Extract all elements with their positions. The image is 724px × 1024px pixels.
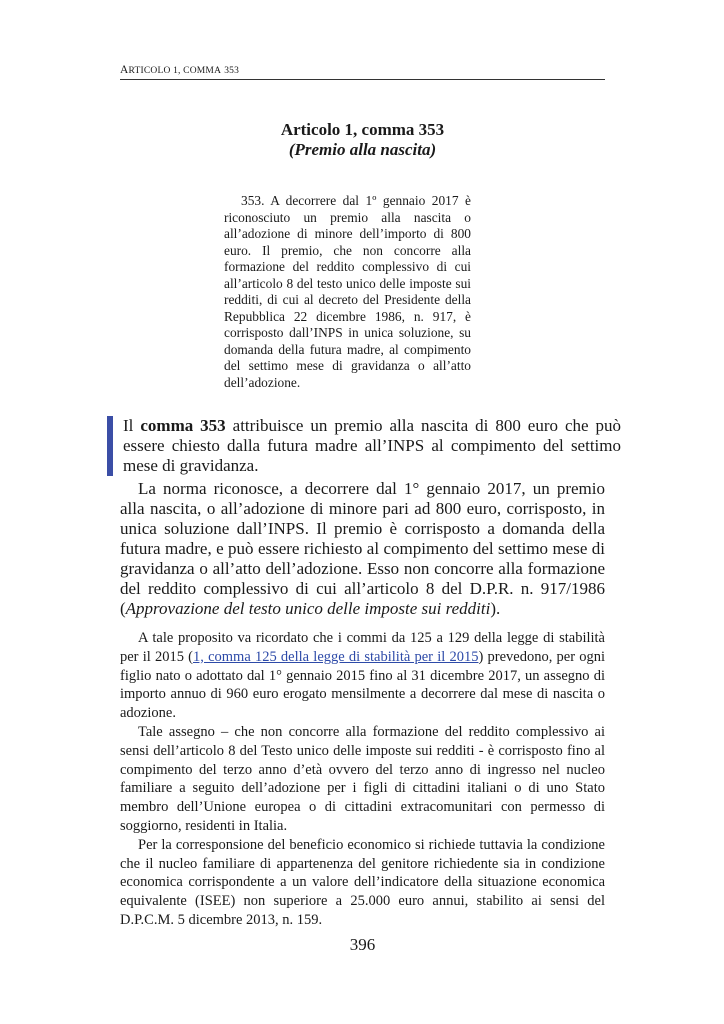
body-paragraph-3: Per la corresponsione del beneficio economico si richiede tuttavia la condizione che il nucleo familiare di appartenenza del genitore richiedente sia in condizione economica corrispondente a un valore dell’indicatore della situazione economica equivalente (ISEE) non superiore a 25.000 euro annui, stabilito ai sensi del D.P.C.M. 5 dicembre 2013, n. 159. [120,836,605,928]
body-text [120,629,605,930]
summary-paragraph [123,416,621,476]
body-paragraph-1 [120,629,605,723]
summary-rest: attribuisce un premio alla nascita di 800 euro che può essere chiesto dalla futura madre all’INPS al compimento del settimo mese di gravidanza. [123,416,621,475]
summary-box [107,416,621,476]
page-subtitle: (Premio alla nascita) [288,140,437,159]
law-text-quote [224,193,471,391]
commentary-paragraph [120,479,605,619]
commentary-text: La norma riconosce, a decorrere dal 1° gennaio 2017, un premio alla nascita, o all’adozione di minore pari ad 800 euro, corrisposto, in unica soluzione dall’INPS. Il premio è corrisposto a domanda della futura madre, e può essere richiesto al compimento del settimo mese di gravidanza o all’atto dell’adozione. Esso non concorre alla formazione del reddito complessivo di cui all’articolo 8 del D.P.R. n. 917/1986 ( [120,479,605,618]
title-block [120,120,605,160]
p1-before: A tale proposito va ricordato che i commi da 125 a 129 della legge di stabilità per il 2015 ( [120,630,605,665]
page-number: 396 [349,935,376,954]
header-initial: A [120,64,129,76]
page-title: Articolo 1, comma 353 [280,120,445,139]
summary-bold: comma 353 [140,416,226,435]
quote-paragraph: 353. A decorrere dal 1º gennaio 2017 è riconosciuto un premio alla nascita o all’adozione di minore dell’importo di 800 euro. Il premio, che non concorre alla formazione del reddito complessivo di cui all’articolo 8 del testo unico delle imposte sui redditi, di cui al decreto del Presidente della Repubblica 22 dicembre 1986, n. 917, è corrisposto dall’INPS in unica soluzione, su domanda della futura madre, al compimento del settimo mese di gravidanza o all’atto dell’adozione. [224,193,471,390]
commentary-end: ). [490,599,501,618]
legge-stabilita-link[interactable]: 1, comma 125 della legge di stabilità per il 2015 [193,648,479,665]
p1-after: ) prevedono, per ogni figlio nato o adottato dal 1° gennaio 2015 fino al 31 dicembre 2017, un assegno di importo annuo di 960 euro erogato mensilmente a decorrere dal mese di nascita o adozione. [120,648,606,722]
commentary-italic: Approvazione del testo unico delle imposte sui redditi [125,599,491,618]
body-paragraph-2: Tale assegno – che non concorre alla formazione del reddito complessivo ai sensi dell’articolo 8 del Testo unico delle imposte sui redditi - è corrisposto fino al compimento del terzo anno d’età ovvero del terzo anno di ingresso nel nucleo familiare a seguito dell’adozione per i figli di cittadini italiani o di uno Stato membro dell’Unione europea o di cittadini extracomunitari con permesso di soggiorno, residenti in Italia. [120,723,605,834]
commentary-large [120,479,605,619]
header-number: 353 [224,66,240,76]
running-header [120,64,605,80]
header-smallcaps: RTICOLO 1, COMMA [128,66,222,76]
summary-lead: Il [123,416,141,435]
